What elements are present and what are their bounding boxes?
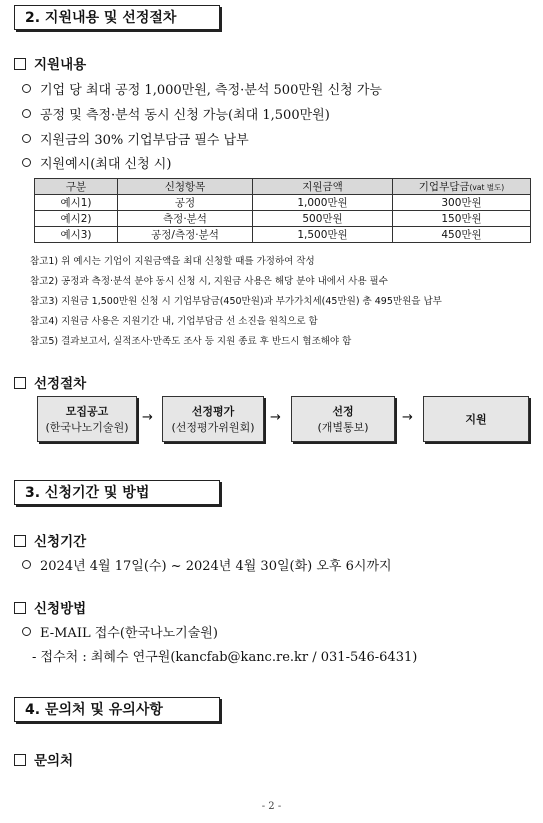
section-2-title: 2. 지원내용 및 선정절차 xyxy=(14,5,220,30)
support-heading-text: 지원내용 xyxy=(34,57,87,73)
process-step-support xyxy=(423,396,529,442)
table-header-cell: 구분 xyxy=(35,179,118,195)
table-cell: 공정 xyxy=(118,195,253,211)
method-text xyxy=(22,622,218,641)
table-header-row xyxy=(35,179,531,195)
method-contact: - 접수처 : 최혜수 연구원(kancfab@kanc.re.kr / 031-546-6431) xyxy=(32,650,418,665)
step-title: 선정 xyxy=(332,405,354,418)
table-cell: 예시3) xyxy=(35,227,118,243)
method-heading-text: 신청방법 xyxy=(34,601,87,617)
process-step-evaluation xyxy=(162,396,264,442)
arrow-right-icon: → xyxy=(142,410,153,425)
process-step-selection xyxy=(291,396,395,442)
table-header-cell: 지원금액 xyxy=(253,179,393,195)
table-cell: 측정·분석 xyxy=(118,211,253,227)
support-bullet-text: 공정 및 측정·분석 동시 신청 가능(최대 1,500만원) xyxy=(40,108,330,123)
table-row xyxy=(35,195,531,211)
support-bullet-2 xyxy=(22,104,330,123)
circle-bullet-icon xyxy=(22,158,31,167)
table-cell: 예시2) xyxy=(35,211,118,227)
table-cell: 예시1) xyxy=(35,195,118,211)
note-5: 참고5) 결과보고서, 실적조사·만족도 조사 등 지원 종료 후 반드시 협조해야 함 xyxy=(30,336,352,347)
support-example-table xyxy=(34,178,531,243)
circle-bullet-icon xyxy=(22,109,31,118)
table-cell: 1,000만원 xyxy=(253,195,393,211)
arrow-right-icon: → xyxy=(402,410,413,425)
table-row xyxy=(35,211,531,227)
circle-bullet-icon xyxy=(22,84,31,93)
step-title: 모집공고 xyxy=(65,405,109,418)
square-bullet-icon xyxy=(14,535,26,547)
note-2: 참고2) 공정과 측정·분석 분야 동시 신청 시, 지원금 사용은 해당 분야 내에서 사용 필수 xyxy=(30,276,388,287)
step-subtitle: (개별통보) xyxy=(317,421,369,434)
support-bullet-4 xyxy=(22,153,171,172)
period-value: 2024년 4월 17일(수) ~ 2024년 4월 30일(화) 오후 6시까지 xyxy=(40,559,392,574)
table-cell: 1,500만원 xyxy=(253,227,393,243)
vat-note: (vat 별도) xyxy=(469,183,505,192)
square-bullet-icon xyxy=(14,602,26,614)
page-number: - 2 - xyxy=(261,801,282,812)
process-step-recruit xyxy=(37,396,137,442)
square-bullet-icon xyxy=(14,754,26,766)
section-3-title: 3. 신청기간 및 방법 xyxy=(14,480,220,505)
inquiry-heading xyxy=(14,749,73,769)
support-bullet-1 xyxy=(22,79,382,98)
table-cell: 450만원 xyxy=(393,227,531,243)
step-subtitle: (한국나노기술원) xyxy=(45,421,129,434)
process-heading-text: 선정절차 xyxy=(34,376,87,392)
table-header-cell xyxy=(393,179,531,195)
table-cell: 500만원 xyxy=(253,211,393,227)
method-heading xyxy=(14,597,86,617)
circle-bullet-icon xyxy=(22,134,31,143)
process-heading xyxy=(14,372,86,392)
table-cell: 150만원 xyxy=(393,211,531,227)
arrow-right-icon: → xyxy=(270,410,281,425)
table-cell: 300만원 xyxy=(393,195,531,211)
note-1: 참고1) 위 예시는 기업이 지원금액을 최대 신청할 때를 가정하여 작성 xyxy=(30,256,315,267)
table-cell: 공정/측정·분석 xyxy=(118,227,253,243)
step-subtitle: (선정평가위원회) xyxy=(171,421,255,434)
support-bullet-text: 지원금의 30% 기업부담금 필수 납부 xyxy=(40,133,249,148)
section-4-title: 4. 문의처 및 유의사항 xyxy=(14,697,220,722)
inquiry-heading-text: 문의처 xyxy=(34,753,74,769)
step-title: 지원 xyxy=(465,413,487,426)
support-bullet-3 xyxy=(22,129,249,148)
support-bullet-text: 지원예시(최대 신청 시) xyxy=(40,157,172,172)
square-bullet-icon xyxy=(14,377,26,389)
circle-bullet-icon xyxy=(22,560,31,569)
period-heading xyxy=(14,530,86,550)
support-bullet-text: 기업 당 최대 공정 1,000만원, 측정·분석 500만원 신청 가능 xyxy=(40,83,382,98)
period-heading-text: 신청기간 xyxy=(34,534,87,550)
circle-bullet-icon xyxy=(22,627,31,636)
method-value: E-MAIL 접수(한국나노기술원) xyxy=(40,626,218,641)
table-header-cell: 신청항목 xyxy=(118,179,253,195)
note-4: 참고4) 지원금 사용은 지원기간 내, 기업부담금 선 소진을 원칙으로 함 xyxy=(30,316,318,327)
step-title: 선정평가 xyxy=(191,405,235,418)
support-heading xyxy=(14,53,86,73)
header-text: 기업부담금 xyxy=(418,181,470,193)
period-text xyxy=(22,555,392,574)
table-row xyxy=(35,227,531,243)
square-bullet-icon xyxy=(14,58,26,70)
note-3: 참고3) 지원금 1,500만원 신청 시 기업부담금(450만원)과 부가가치세(45만원) 총 495만원을 납부 xyxy=(30,296,442,307)
